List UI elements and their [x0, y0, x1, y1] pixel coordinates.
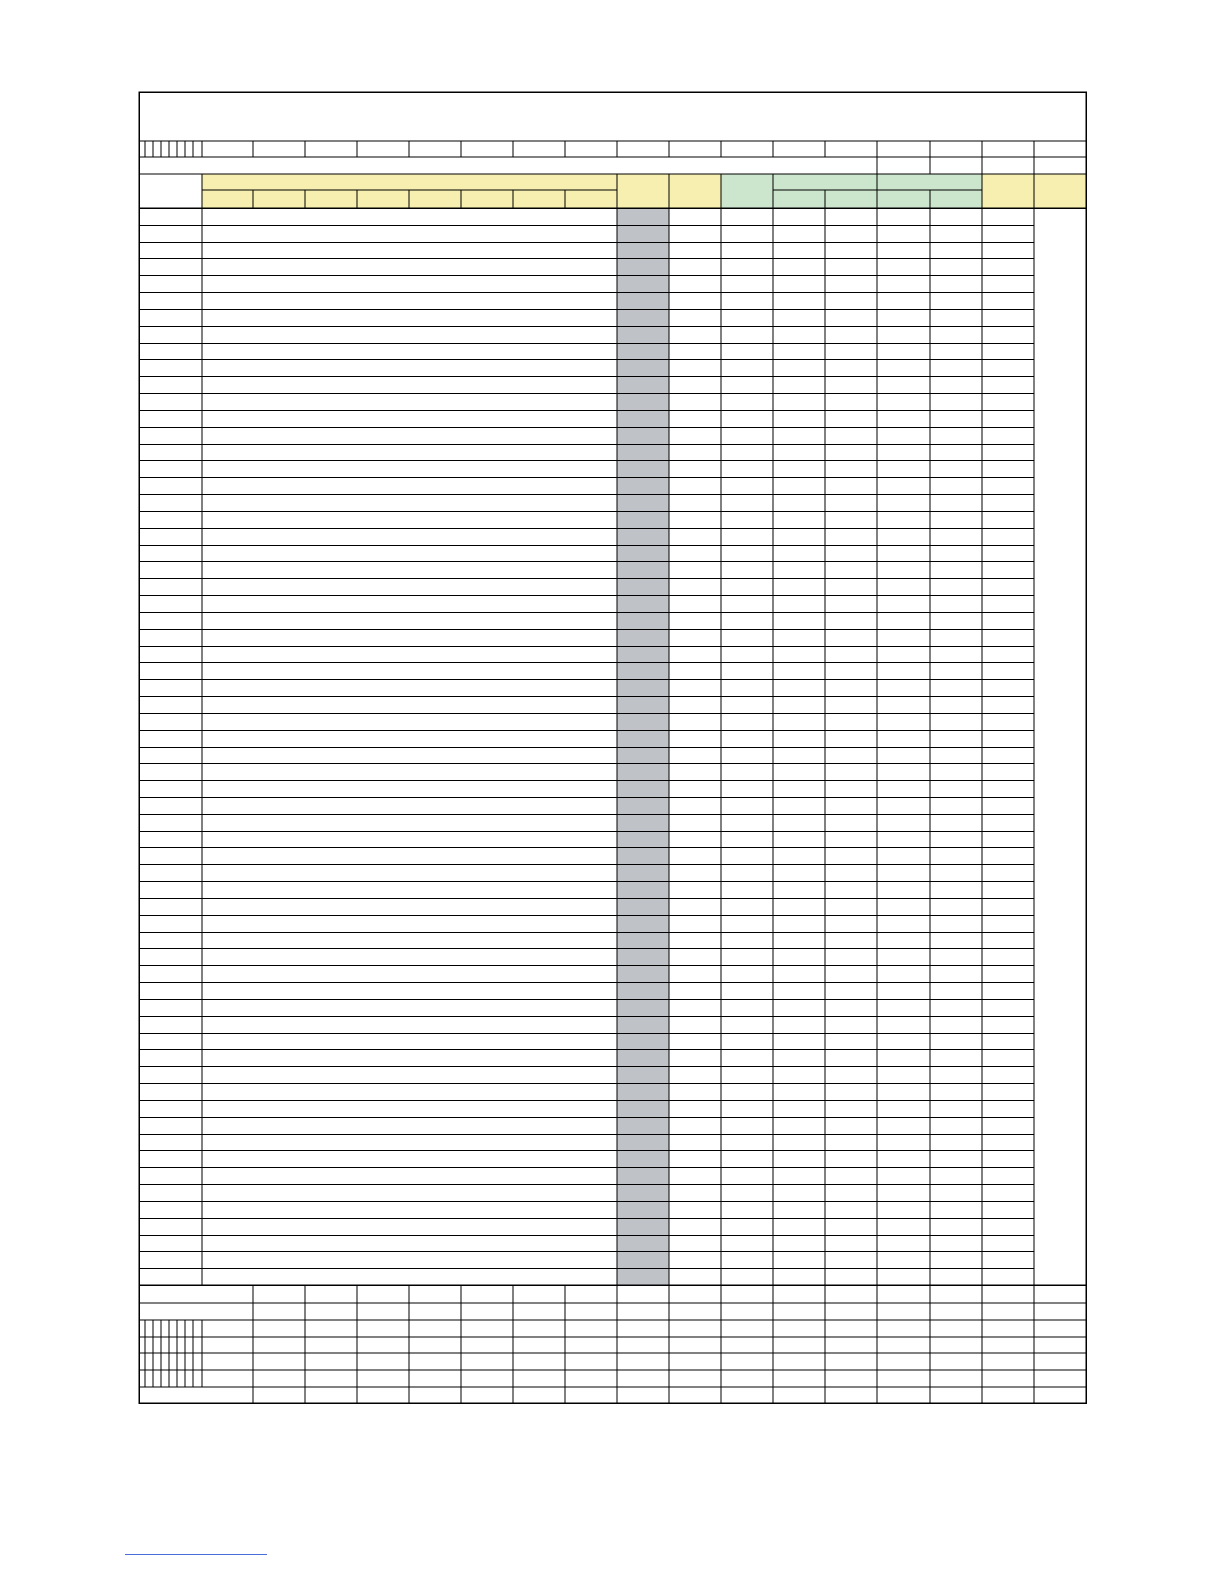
header-green-block	[721, 174, 982, 208]
shaded-column	[617, 208, 669, 1285]
footer-link-underline[interactable]	[125, 1554, 267, 1555]
header-yellow-band	[202, 174, 617, 190]
